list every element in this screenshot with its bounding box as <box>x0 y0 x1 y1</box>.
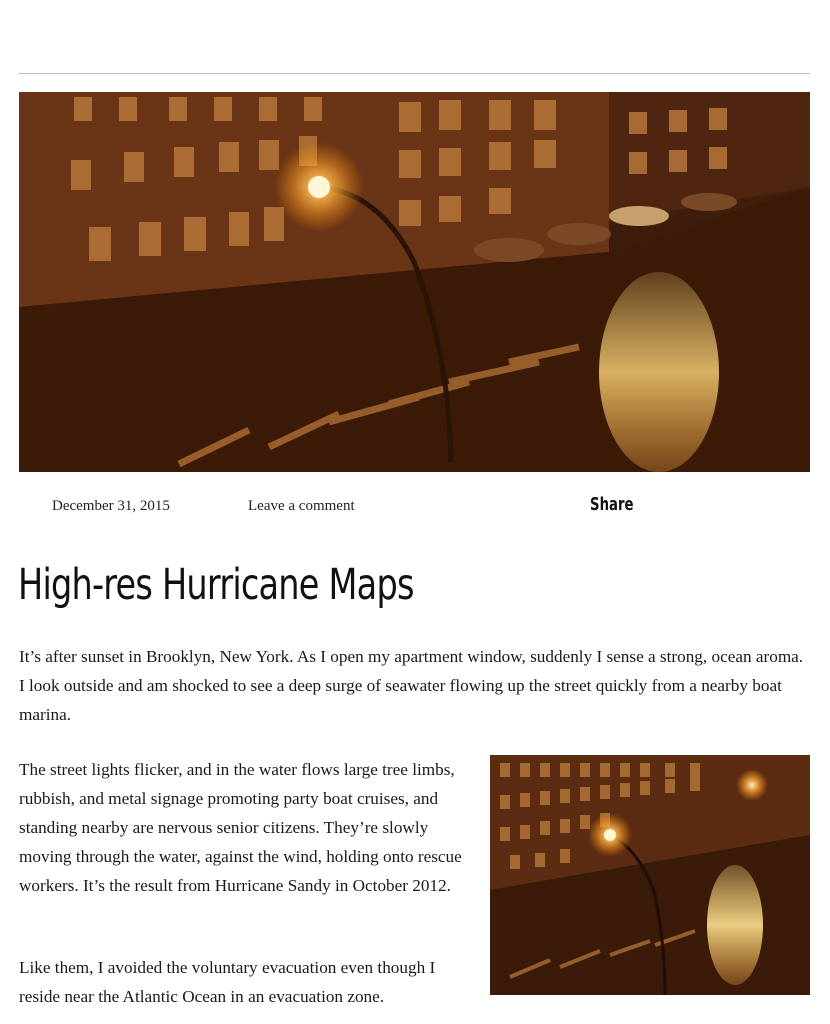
header-divider <box>19 73 810 74</box>
body-paragraph-2: The street lights flicker, and in the water flows large tree limbs, rubbish, and metal signage promoting party boat cruises, and standing nearby are nervous senior citizens. They’re slowly moving through the water, against the wind, holding onto rescue workers. It’s the result from Hurricane Sandy in October 2012. <box>19 760 462 895</box>
page-title: High-res Hurricane Maps <box>18 560 414 610</box>
leave-comment-link[interactable]: Leave a comment <box>248 498 355 514</box>
body-paragraph-1: It’s after sunset in Brooklyn, New York. As I open my apartment window, suddenly I sense a strong, ocean aroma. I look outside and am shocked to see a deep surge of seawater flowing up the street quickly from a nearby boat marina. <box>19 647 804 724</box>
hero-image-flooded-street <box>19 92 810 472</box>
share-button[interactable]: Share <box>590 494 634 515</box>
post-date: December 31, 2015 <box>52 498 170 514</box>
body-paragraph-3: Like them, I avoided the voluntary evacuation even though I reside near the Atlantic Ocean in an evacuation zone. <box>19 958 436 1006</box>
inline-image-flooded-street <box>490 755 810 995</box>
